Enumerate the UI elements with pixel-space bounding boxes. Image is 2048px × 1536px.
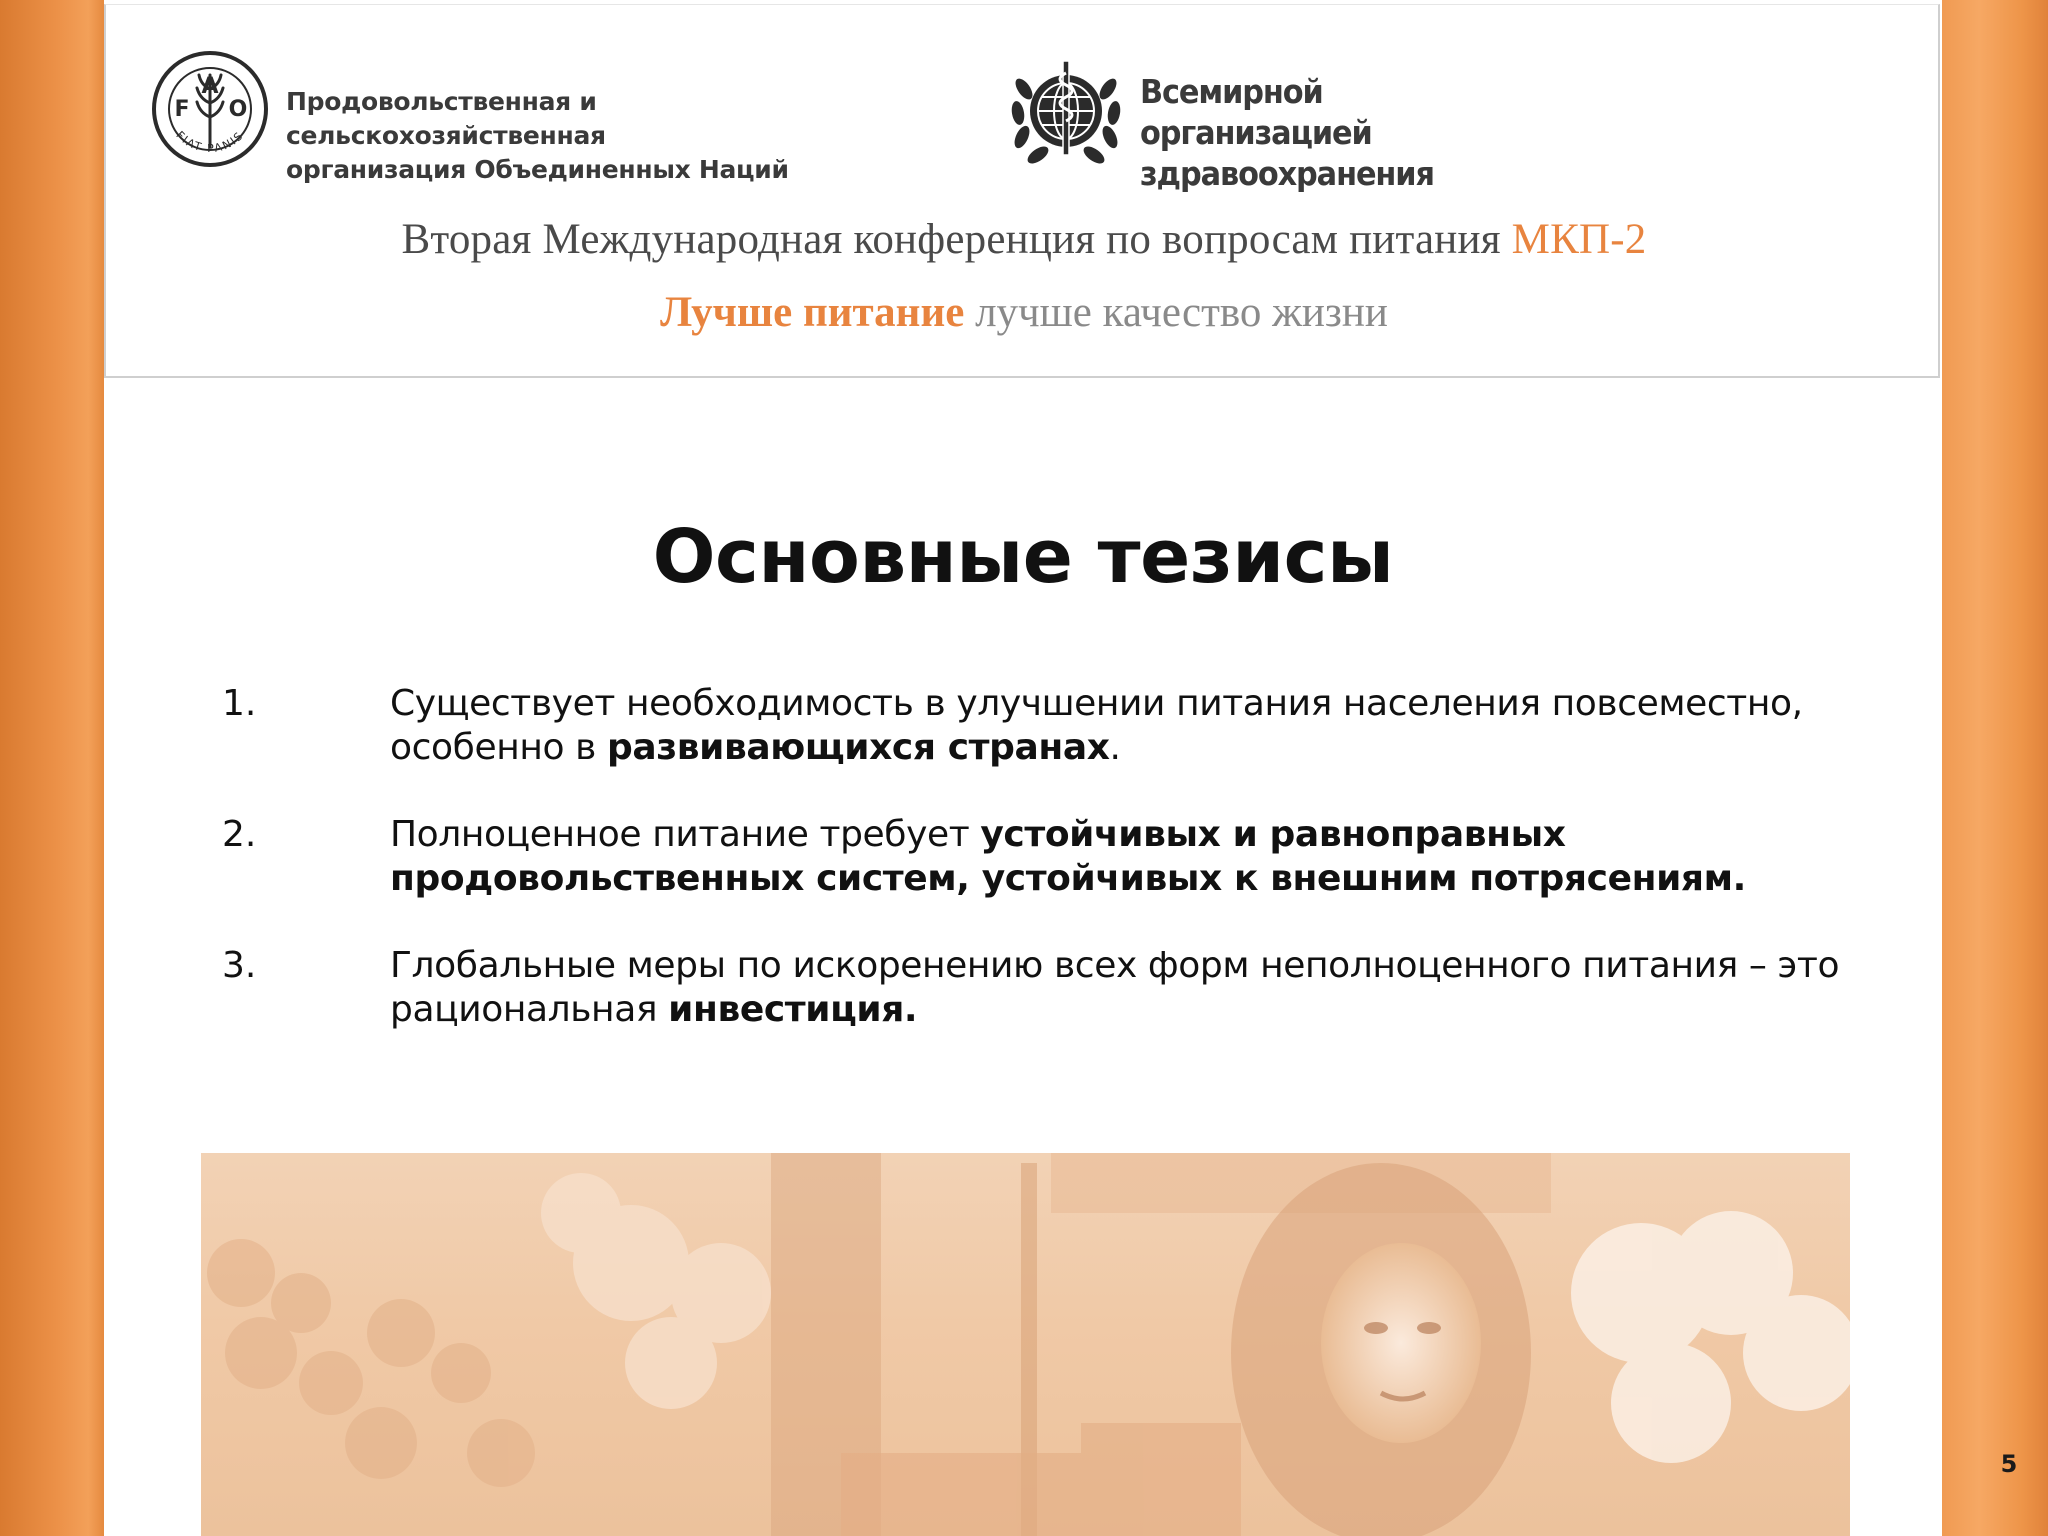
right-orange-border: [1942, 0, 2048, 1536]
left-orange-border: [0, 0, 104, 1536]
fao-letter-o: O: [228, 97, 248, 122]
thesis-item: [222, 813, 1922, 901]
thesis-text-part: Существует необходимость в улучшении питания населения повсеместно, особенно в: [390, 683, 1803, 768]
fao-letter-a: A: [201, 74, 219, 99]
who-name-line2: здравоохранения: [1140, 154, 1434, 193]
who-name-line1: Всемирной организацией: [1140, 72, 1372, 152]
thesis-bold-part: устойчивых и равноправных продовольственных систем, устойчивых к внешним потрясениям.: [390, 814, 1746, 899]
fao-motto: FIAT PANIS: [173, 128, 247, 155]
who-name: [1140, 71, 1526, 194]
conference-slogan: [106, 288, 1942, 337]
fao-name: [286, 85, 846, 187]
thesis-bold-part: инвестиция.: [668, 989, 918, 1030]
slide: [104, 0, 1942, 1536]
header-banner: [104, 4, 1940, 378]
market-photo-illustration: [201, 1153, 1850, 1536]
market-photo: [201, 1153, 1850, 1536]
thesis-text: [390, 682, 1910, 770]
conference-title-main: Вторая Международная конференция по вопросам питания: [401, 216, 1512, 263]
conference-title: [106, 215, 1942, 264]
thesis-number: 3.: [222, 945, 257, 986]
page-number: 5: [2000, 1450, 2018, 1478]
slogan-rest: лучше качество жизни: [964, 289, 1388, 336]
thesis-text-part: Глобальные меры по искоренению всех форм неполноценного питания – это рациональная: [390, 945, 1840, 1030]
who-emblem-icon: [1004, 53, 1128, 171]
thesis-item: [222, 944, 1922, 1032]
fao-name-line2: организация Объединенных Наций: [286, 155, 789, 184]
theses-list: [222, 682, 1922, 1075]
thesis-text: [390, 813, 1910, 901]
page-title: Основные тезисы: [652, 514, 1394, 600]
fao-emblem-icon: [150, 49, 270, 169]
conference-abbreviation: МКП-2: [1511, 216, 1647, 263]
slogan-accent: Лучше питание: [660, 289, 965, 336]
fao-letter-f: F: [174, 97, 190, 122]
thesis-bold-part: развивающихся странах: [607, 727, 1110, 768]
thesis-item: [222, 682, 1922, 770]
thesis-number: 1.: [222, 683, 257, 724]
thesis-text-part: Полноценное питание требует: [390, 814, 981, 855]
thesis-text: [390, 944, 1910, 1032]
thesis-number: 2.: [222, 814, 257, 855]
fao-name-line1: Продовольственная и сельскохозяйственная: [286, 87, 606, 150]
thesis-text-end: .: [1109, 727, 1121, 768]
